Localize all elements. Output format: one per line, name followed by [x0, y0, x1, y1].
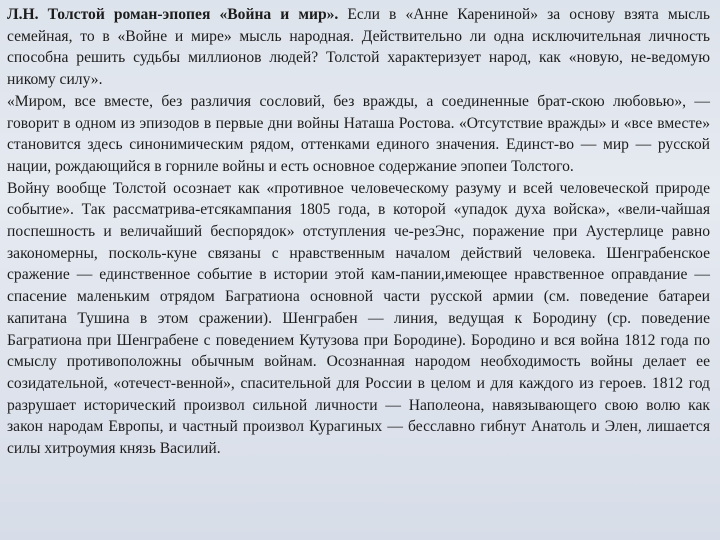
paragraph-3: Войну вообще Толстой осознает как «противное человеческому разуму и всей человеческой природе событие». Так рассматрива-етсякампания 1805 года, в которой «упадок духа войска», «вели-чайшая поспешность и величайший беспорядок» отступления че-резЭнс, поражение при Аустерлице равно закономерны, посколь-куне связаны с нравственным началом действий человека. Шенграбенское сражение — единственное событие в истории этой кам-пании,имеющее нравственное оправдание — спасение маленьким отрядом Багратиона основной части русской армии (см. поведение батареи капитана Тушина в этом сражении). Шенграбен — линия, ведущая к Бородину (ср. поведение Багратиона при Шенграбене с поведением Кутузова при Бородине). Бородино и вся война 1812 года по смыслу противоположны обычным войнам. Осознанная народом необходимость войны делает ее созидательной, «отечест-венной», спасительной для России в целом и для каждого из героев. 1812 год разрушает исторический произвол сильной личности — Наполеона, навязывающего свою волю как закон народам Европы, и частный произвол Курагиных — бесславно гибнут Анатоль и Элен, лишается силы хитроумия князь Василий.: [7, 179, 710, 458]
paragraph-1-text: Если в «Анне Карениной» за основу взята мысль семейная, то в «Войне и мире» мысль народная. Действительно ли одна исключительная личность способна решить судьбы миллионов людей? Толстой характеризует народ, как «новую, не-ведомую никому силу».: [7, 6, 711, 89]
paragraph-intro: [7, 4, 710, 91]
paragraph-2: «Миром, все вместе, без различия сословий, без вражды, а соединенные брат-скою любовью», — говорит в одном из эпизодов в первые дни войны Наташа Ростова. «Отсутствие вражды» и «все вместе» становится здесь синонимическим рядом, оттенками единого значения. Единст-во — мир — русской нации, рождающийся в горниле войны и есть основное содержание эпопеи Толстого.: [7, 92, 710, 175]
document-title: Л.Н. Толстой роман-эпопея «Война и мир».: [7, 6, 339, 23]
